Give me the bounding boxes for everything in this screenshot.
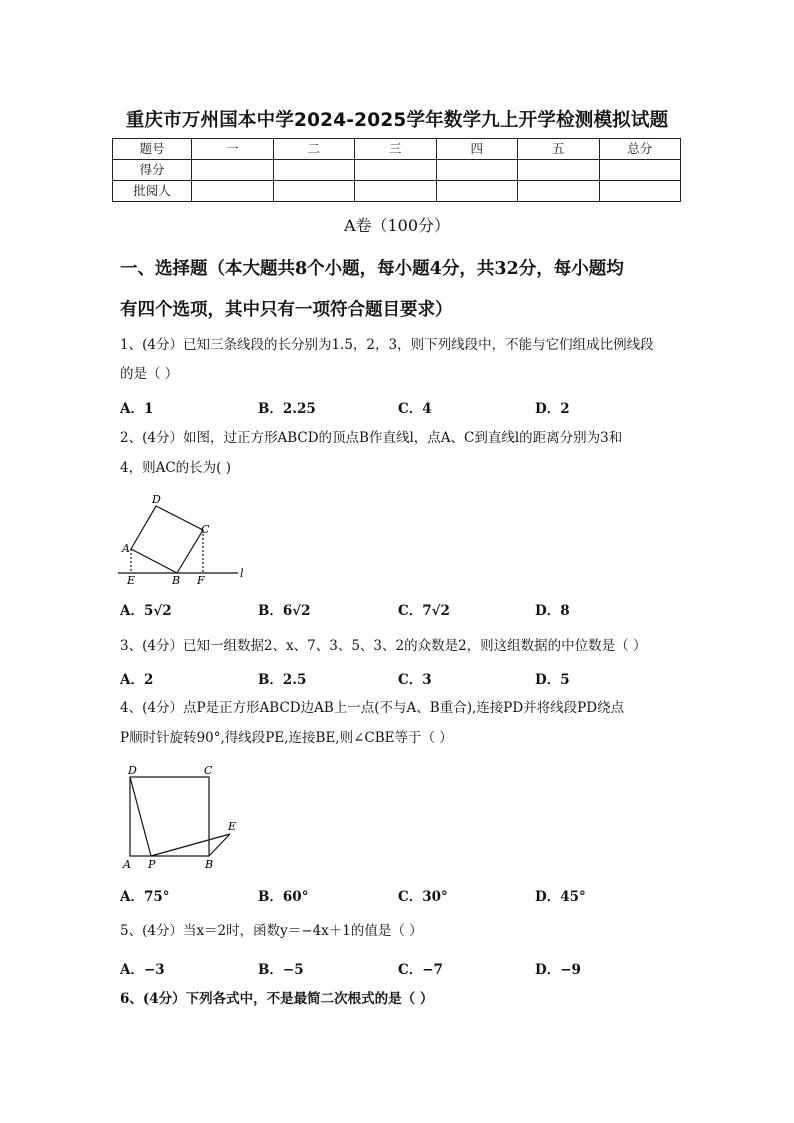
- score-table-cell: [599, 160, 681, 181]
- question-4-options: [120, 885, 680, 905]
- option-c[interactable]: C．4: [398, 401, 432, 417]
- label-c: C: [204, 764, 213, 777]
- option-a[interactable]: A．5√2: [120, 603, 172, 619]
- score-table-cell: [436, 181, 518, 202]
- question-2-text-cont: 4，则AC的长为( ): [120, 460, 231, 476]
- option-a[interactable]: A．2: [120, 672, 154, 688]
- option-b[interactable]: B．−5: [258, 962, 304, 978]
- option-c[interactable]: C．−7: [398, 962, 443, 978]
- question-6-text: 6、(4分）下列各式中，不是最简二次根式的是（ ）: [120, 991, 434, 1007]
- question-4-text-cont: P顺时针旋转90°,得线段PE,连接BE,则∠CBE等于（ ）: [120, 730, 453, 746]
- question-5-text: 5、(4分）当x＝2时，函数y＝−4x＋1的值是（ ）: [120, 923, 423, 939]
- square-abcd: [131, 506, 203, 573]
- score-table-cell: [518, 181, 600, 202]
- label-l: l: [240, 567, 244, 580]
- segment-pe: [151, 834, 230, 856]
- part-heading-cont: 有四个选项，其中只有一项符合题目要求）: [120, 300, 453, 320]
- label-b: B: [172, 574, 181, 586]
- question-3-options: [120, 668, 680, 688]
- question-2-text: 2、(4分）如图，过正方形ABCD的顶点B作直线l，点A、C到直线l的距离分别为3和: [120, 430, 623, 446]
- question-4-text: 4、(4分）点P是正方形ABCD边AB上一点(不与A、B重合),连接PD并将线段PD绕点: [120, 700, 625, 716]
- option-c[interactable]: C．3: [398, 672, 432, 688]
- score-table-cell: 五: [518, 139, 600, 160]
- score-table-cell: [355, 160, 437, 181]
- score-table-cell: 题号: [113, 139, 192, 160]
- option-b[interactable]: B．60°: [258, 889, 309, 905]
- score-table-cell: [273, 181, 355, 202]
- score-table-cell: 得分: [113, 160, 192, 181]
- option-b[interactable]: B．6√2: [258, 603, 311, 619]
- label-f: F: [197, 574, 205, 586]
- option-d[interactable]: D．45°: [535, 889, 586, 905]
- option-c[interactable]: C．7√2: [398, 603, 450, 619]
- label-a: A: [123, 858, 131, 871]
- option-d[interactable]: D．8: [535, 603, 570, 619]
- part-heading: 一、选择题（本大题共8个小题，每小题4分，共32分，每小题均: [120, 259, 624, 279]
- option-d[interactable]: D．2: [535, 401, 570, 417]
- square-line-figure: [118, 490, 253, 586]
- exam-title: 重庆市万州国本中学2024-2025学年数学九上开学检测模拟试题: [125, 110, 669, 131]
- segment-pd: [130, 777, 151, 856]
- score-table-cell: [273, 160, 355, 181]
- question-2-options: [120, 599, 680, 619]
- square-rotation-figure: [118, 762, 248, 872]
- option-a[interactable]: A．1: [120, 401, 154, 417]
- section-heading: A卷（100分）: [343, 216, 451, 235]
- label-a: A: [122, 542, 130, 555]
- score-table-row: [113, 160, 681, 181]
- square-abcd: [130, 777, 209, 856]
- option-d[interactable]: D．−9: [535, 962, 581, 978]
- option-d[interactable]: D．5: [535, 672, 570, 688]
- score-table-cell: [192, 181, 274, 202]
- label-d: D: [152, 493, 161, 506]
- score-table-cell: [192, 160, 274, 181]
- label-b: B: [205, 858, 214, 871]
- option-b[interactable]: B．2.5: [258, 672, 307, 688]
- figure-lines: [118, 506, 238, 573]
- label-c: C: [201, 523, 210, 536]
- option-b[interactable]: B．2.25: [258, 401, 316, 417]
- question-1-text-cont: 的是（ ）: [120, 366, 179, 382]
- score-table-cell: [599, 181, 681, 202]
- score-table-cell: [355, 181, 437, 202]
- score-table-cell: 三: [355, 139, 437, 160]
- score-table-row: [113, 181, 681, 202]
- score-table: [112, 138, 681, 202]
- score-table-cell: 一: [192, 139, 274, 160]
- question-1-options: [120, 397, 680, 417]
- option-a[interactable]: A．−3: [120, 962, 165, 978]
- label-p: P: [148, 858, 156, 871]
- question-1-text: 1、(4分）已知三条线段的长分别为1.5，2，3，则下列线段中，不能与它们组成比例线段: [120, 337, 654, 353]
- label-d: D: [128, 764, 137, 777]
- score-table-cell: [436, 160, 518, 181]
- option-c[interactable]: C．30°: [398, 889, 448, 905]
- score-table-cell: [518, 160, 600, 181]
- question-5-options: [120, 958, 680, 978]
- question-3-text: 3、(4分）已知一组数据2、x、7、3、5、3、2的众数是2，则这组数据的中位数是（ ）: [120, 638, 647, 654]
- score-table-cell: 四: [436, 139, 518, 160]
- score-table-cell: 批阅人: [113, 181, 192, 202]
- label-e: E: [127, 574, 136, 586]
- figure-lines: [130, 777, 230, 856]
- label-e: E: [228, 820, 237, 833]
- score-table-cell: 总分: [599, 139, 681, 160]
- score-table-cell: 二: [273, 139, 355, 160]
- score-table-header-row: [113, 139, 681, 160]
- option-a[interactable]: A．75°: [120, 889, 170, 905]
